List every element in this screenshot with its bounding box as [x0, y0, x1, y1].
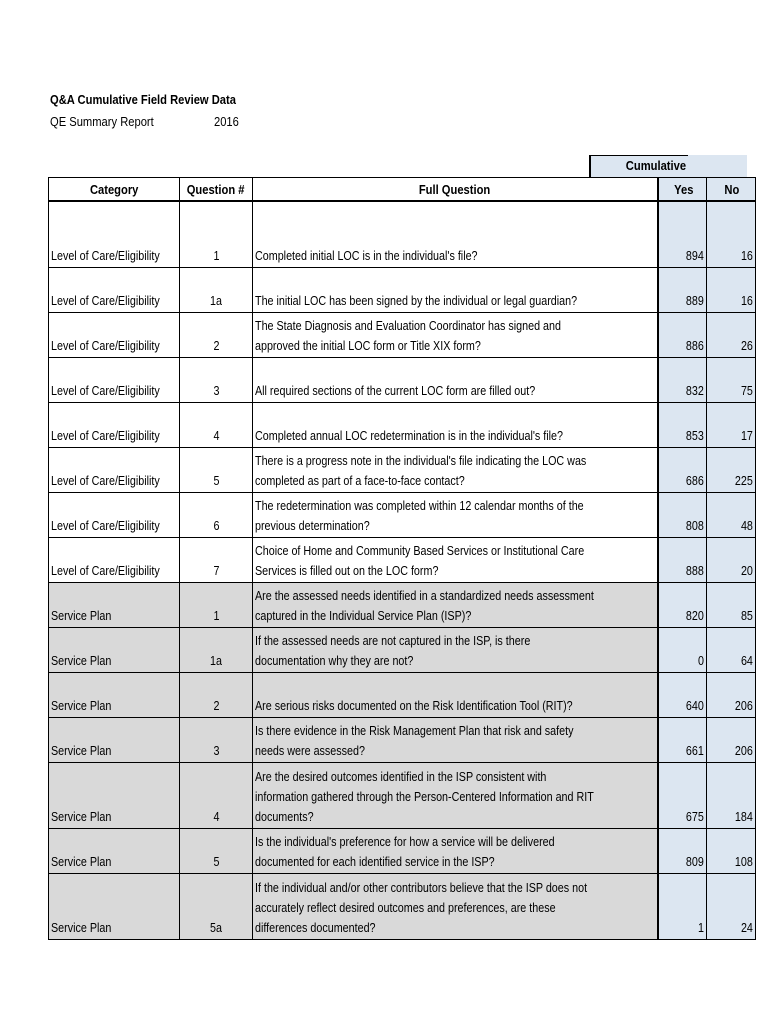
category-cell: Service Plan — [49, 673, 180, 718]
yes-count-cell: 888 — [658, 538, 707, 583]
yes-count-cell: 1 — [658, 874, 707, 940]
category-cell: Level of Care/Eligibility — [49, 223, 180, 268]
no-count-cell: 64 — [707, 628, 756, 673]
category-cell: Level of Care/Eligibility — [49, 493, 180, 538]
table-row — [49, 874, 756, 940]
category-cell: Service Plan — [49, 628, 180, 673]
no-count-cell: 75 — [707, 358, 756, 403]
table-row — [49, 673, 756, 718]
question-number-header: Question # — [180, 178, 252, 202]
full-question-cell: Choice of Home and Community Based Services or Institutional Care Services is filled out on the LOC form? — [252, 538, 658, 583]
full-question-cell: Completed annual LOC redetermination is in the individual's file? — [252, 403, 658, 448]
yes-count-cell: 886 — [658, 313, 707, 358]
category-cell: Service Plan — [49, 874, 180, 940]
question-number-cell: 4 — [180, 763, 252, 829]
table-row — [49, 448, 756, 493]
table-row — [49, 493, 756, 538]
full-question-cell: Are the desired outcomes identified in the ISP consistent with information gathered through the Person-Centered Information and RIT documents? — [252, 763, 658, 829]
spacer-row — [49, 201, 756, 223]
yes-count-cell: 640 — [658, 673, 707, 718]
category-cell: Level of Care/Eligibility — [49, 268, 180, 313]
table-row — [49, 538, 756, 583]
question-number-cell: 2 — [180, 313, 252, 358]
table-row — [49, 718, 756, 763]
table-row — [49, 829, 756, 874]
category-cell: Service Plan — [49, 829, 180, 874]
no-count-cell: 108 — [707, 829, 756, 874]
full-question-cell: If the assessed needs are not captured in the ISP, is there documentation why they are not? — [252, 628, 658, 673]
full-question-cell: All required sections of the current LOC form are filled out? — [252, 358, 658, 403]
no-count-cell: 16 — [707, 268, 756, 313]
cumulative-header: Cumulative — [589, 155, 688, 177]
category-header: Category — [49, 178, 180, 202]
full-question-cell: The State Diagnosis and Evaluation Coordinator has signed and approved the initial LOC form or Title XIX form? — [252, 313, 658, 358]
no-count-cell: 225 — [707, 448, 756, 493]
no-count-cell: 17 — [707, 403, 756, 448]
full-question-cell: Is there evidence in the Risk Management Plan that risk and safety needs were assessed? — [252, 718, 658, 763]
category-cell: Level of Care/Eligibility — [49, 403, 180, 448]
no-count-cell: 16 — [707, 223, 756, 268]
question-number-cell: 1 — [180, 223, 252, 268]
no-count-cell: 206 — [707, 718, 756, 763]
table-row — [49, 403, 756, 448]
question-number-cell: 5 — [180, 829, 252, 874]
question-number-cell: 1a — [180, 268, 252, 313]
table-row — [49, 628, 756, 673]
review-data-table — [48, 177, 756, 940]
full-question-cell: Are the assessed needs identified in a standardized needs assessment captured in the Individual Service Plan (ISP)? — [252, 583, 658, 628]
no-count-cell: 206 — [707, 673, 756, 718]
category-cell: Service Plan — [49, 718, 180, 763]
category-cell: Level of Care/Eligibility — [49, 358, 180, 403]
question-number-cell: 7 — [180, 538, 252, 583]
report-subtitle: QE Summary Report — [50, 114, 154, 129]
category-cell: Level of Care/Eligibility — [49, 538, 180, 583]
full-question-cell: Completed initial LOC is in the individual's file? — [252, 223, 658, 268]
question-number-cell: 1a — [180, 628, 252, 673]
question-number-cell: 5 — [180, 448, 252, 493]
table-row — [49, 313, 756, 358]
no-count-cell: 20 — [707, 538, 756, 583]
question-number-cell: 5a — [180, 874, 252, 940]
full-question-cell: The initial LOC has been signed by the individual or legal guardian? — [252, 268, 658, 313]
yes-count-cell: 894 — [658, 223, 707, 268]
category-cell: Service Plan — [49, 583, 180, 628]
no-count-cell: 184 — [707, 763, 756, 829]
question-number-cell: 3 — [180, 358, 252, 403]
question-number-cell: 1 — [180, 583, 252, 628]
table-header-row — [49, 178, 756, 202]
table-row — [49, 223, 756, 268]
report-year: 2016 — [214, 114, 239, 129]
question-number-cell: 3 — [180, 718, 252, 763]
no-count-cell: 26 — [707, 313, 756, 358]
yes-count-cell: 661 — [658, 718, 707, 763]
category-cell: Level of Care/Eligibility — [49, 313, 180, 358]
full-question-cell: Are serious risks documented on the Risk Identification Tool (RIT)? — [252, 673, 658, 718]
yes-count-cell: 808 — [658, 493, 707, 538]
report-title: Q&A Cumulative Field Review Data — [50, 92, 236, 107]
full-question-cell: There is a progress note in the individual's file indicating the LOC was completed as part of a face-to-face contact? — [252, 448, 658, 493]
yes-count-cell: 809 — [658, 829, 707, 874]
full-question-header: Full Question — [252, 178, 658, 202]
question-number-cell: 4 — [180, 403, 252, 448]
table-row — [49, 268, 756, 313]
full-question-cell: If the individual and/or other contributors believe that the ISP does not accurately reflect desired outcomes and preferences, are these differences documented? — [252, 874, 658, 940]
question-number-cell: 6 — [180, 493, 252, 538]
category-cell: Service Plan — [49, 763, 180, 829]
table-body — [49, 201, 756, 940]
yes-count-cell: 832 — [658, 358, 707, 403]
category-cell: Level of Care/Eligibility — [49, 448, 180, 493]
full-question-cell: The redetermination was completed within 12 calendar months of the previous determination? — [252, 493, 658, 538]
no-count-cell: 48 — [707, 493, 756, 538]
table-row — [49, 358, 756, 403]
no-count-cell: 85 — [707, 583, 756, 628]
yes-count-cell: 0 — [658, 628, 707, 673]
yes-count-cell: 853 — [658, 403, 707, 448]
no-count-cell: 24 — [707, 874, 756, 940]
table-row — [49, 583, 756, 628]
yes-count-cell: 889 — [658, 268, 707, 313]
yes-count-cell: 686 — [658, 448, 707, 493]
yes-count-cell: 820 — [658, 583, 707, 628]
table-row — [49, 763, 756, 829]
question-number-cell: 2 — [180, 673, 252, 718]
yes-header: Yes — [658, 178, 707, 202]
full-question-cell: Is the individual's preference for how a service will be delivered documented for each identified service in the ISP? — [252, 829, 658, 874]
yes-count-cell: 675 — [658, 763, 707, 829]
no-header: No — [707, 178, 756, 202]
